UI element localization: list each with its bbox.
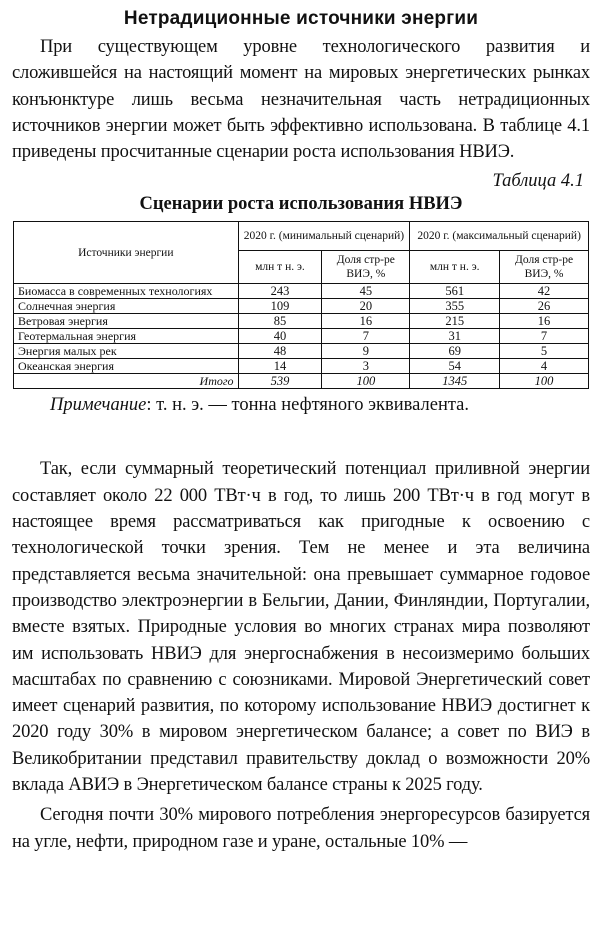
row-min-amount: 40 — [238, 329, 322, 344]
body-paragraph-2: Сегодня почти 30% мирового потребления энергоресурсов базируется на угле, нефти, природном газе и уране, остальные 10% — — [12, 805, 590, 852]
header-max-scenario: 2020 г. (максимальный сценарий) — [410, 222, 589, 251]
row-min-amount: 109 — [238, 299, 322, 314]
row-max-amount: 54 — [410, 359, 500, 374]
table-row — [14, 344, 589, 359]
intro-paragraph: При существующем уровне технологического развития и сложившейся на настоящий момент на мировых энергетических рынках конъюнктуре лишь весьма незначительная часть нетрадиционных источников энергии может быть эффективно использована. В таблице 4.1 приведены просчитанные сценарии роста использования НВИЭ. — [12, 37, 590, 163]
total-min-share: 100 — [322, 374, 410, 389]
body-paragraph-1: Так, если суммарный теоретический потенциал приливной энергии составляет около 22 000 ТВт·ч в год, то лишь 200 ТВт·ч в год могут в настоящее время рассматриваться как пригодные к освоению с технологической точки зрения. Тем не менее и эта величина представляется весьма значительной: она превышает суммарное годовое производство электроэнергии в Бельгии, Дании, Финляндии, Португалии, вместе взятых. Природные условия во многих странах мира позволяют им использовать НВИЭ для энергоснабжения в несоизмеримо больших масштабах по сравнению с союзниками. Мировой Энергетический совет имеет сценарий развития, по которому использование НВИЭ достигнет к 2020 году 30% в мировом энергетическом балансе; а совет по ВИЭ в Великобритании представил правительству доклад о возможности 20% вклада АВИЭ в Энергетическом балансе страны к 2025 году. — [12, 459, 590, 796]
row-min-share: 45 — [322, 284, 410, 299]
header-source: Источники энергии — [14, 222, 239, 284]
table-row — [14, 359, 589, 374]
row-max-share: 5 — [500, 344, 589, 359]
row-max-amount: 355 — [410, 299, 500, 314]
row-min-amount: 85 — [238, 314, 322, 329]
row-max-amount: 215 — [410, 314, 500, 329]
scenario-table — [13, 221, 589, 389]
row-source: Солнечная энергия — [14, 299, 239, 314]
table-row — [14, 329, 589, 344]
row-min-share: 7 — [322, 329, 410, 344]
row-max-share: 4 — [500, 359, 589, 374]
spacer — [12, 416, 590, 456]
table-label: Таблица 4.1 — [492, 171, 584, 192]
section-title: Нетрадиционные источники энергии — [123, 8, 479, 29]
table-row — [14, 284, 589, 299]
table-row — [14, 314, 589, 329]
row-source: Геотермальная энергия — [14, 329, 239, 344]
row-max-amount: 69 — [410, 344, 500, 359]
row-max-share: 26 — [500, 299, 589, 314]
subheader-max-amount: млн т н. э. — [410, 251, 500, 284]
row-min-amount: 48 — [238, 344, 322, 359]
row-max-share: 42 — [500, 284, 589, 299]
row-source: Биомасса в современных технологиях — [14, 284, 239, 299]
table-row — [14, 299, 589, 314]
row-min-amount: 14 — [238, 359, 322, 374]
row-source: Океанская энергия — [14, 359, 239, 374]
subheader-max-share: Доля стр-ре ВИЭ, % — [500, 251, 589, 284]
total-min-amount: 539 — [238, 374, 322, 389]
total-max-amount: 1345 — [410, 374, 500, 389]
row-min-share: 9 — [322, 344, 410, 359]
total-max-share: 100 — [500, 374, 589, 389]
row-max-amount: 31 — [410, 329, 500, 344]
table-total-row — [14, 374, 589, 389]
header-min-scenario: 2020 г. (минимальный сценарий) — [238, 222, 410, 251]
row-max-amount: 561 — [410, 284, 500, 299]
row-max-share: 7 — [500, 329, 589, 344]
table-title: Сценарии роста использования НВИЭ — [139, 194, 463, 215]
table-header-row — [14, 222, 589, 251]
row-min-share: 16 — [322, 314, 410, 329]
row-max-share: 16 — [500, 314, 589, 329]
row-min-share: 3 — [322, 359, 410, 374]
row-source: Энергия малых рек — [14, 344, 239, 359]
row-min-amount: 243 — [238, 284, 322, 299]
subheader-min-share: Доля стр-ре ВИЭ, % — [322, 251, 410, 284]
note-label: Примечание — [50, 395, 147, 416]
row-min-share: 20 — [322, 299, 410, 314]
table-note — [50, 395, 590, 416]
subheader-min-amount: млн т н. э. — [238, 251, 322, 284]
total-label: Итого — [14, 374, 239, 389]
note-text: : т. н. э. — тонна нефтяного эквивалента. — [146, 395, 470, 416]
row-source: Ветровая энергия — [14, 314, 239, 329]
